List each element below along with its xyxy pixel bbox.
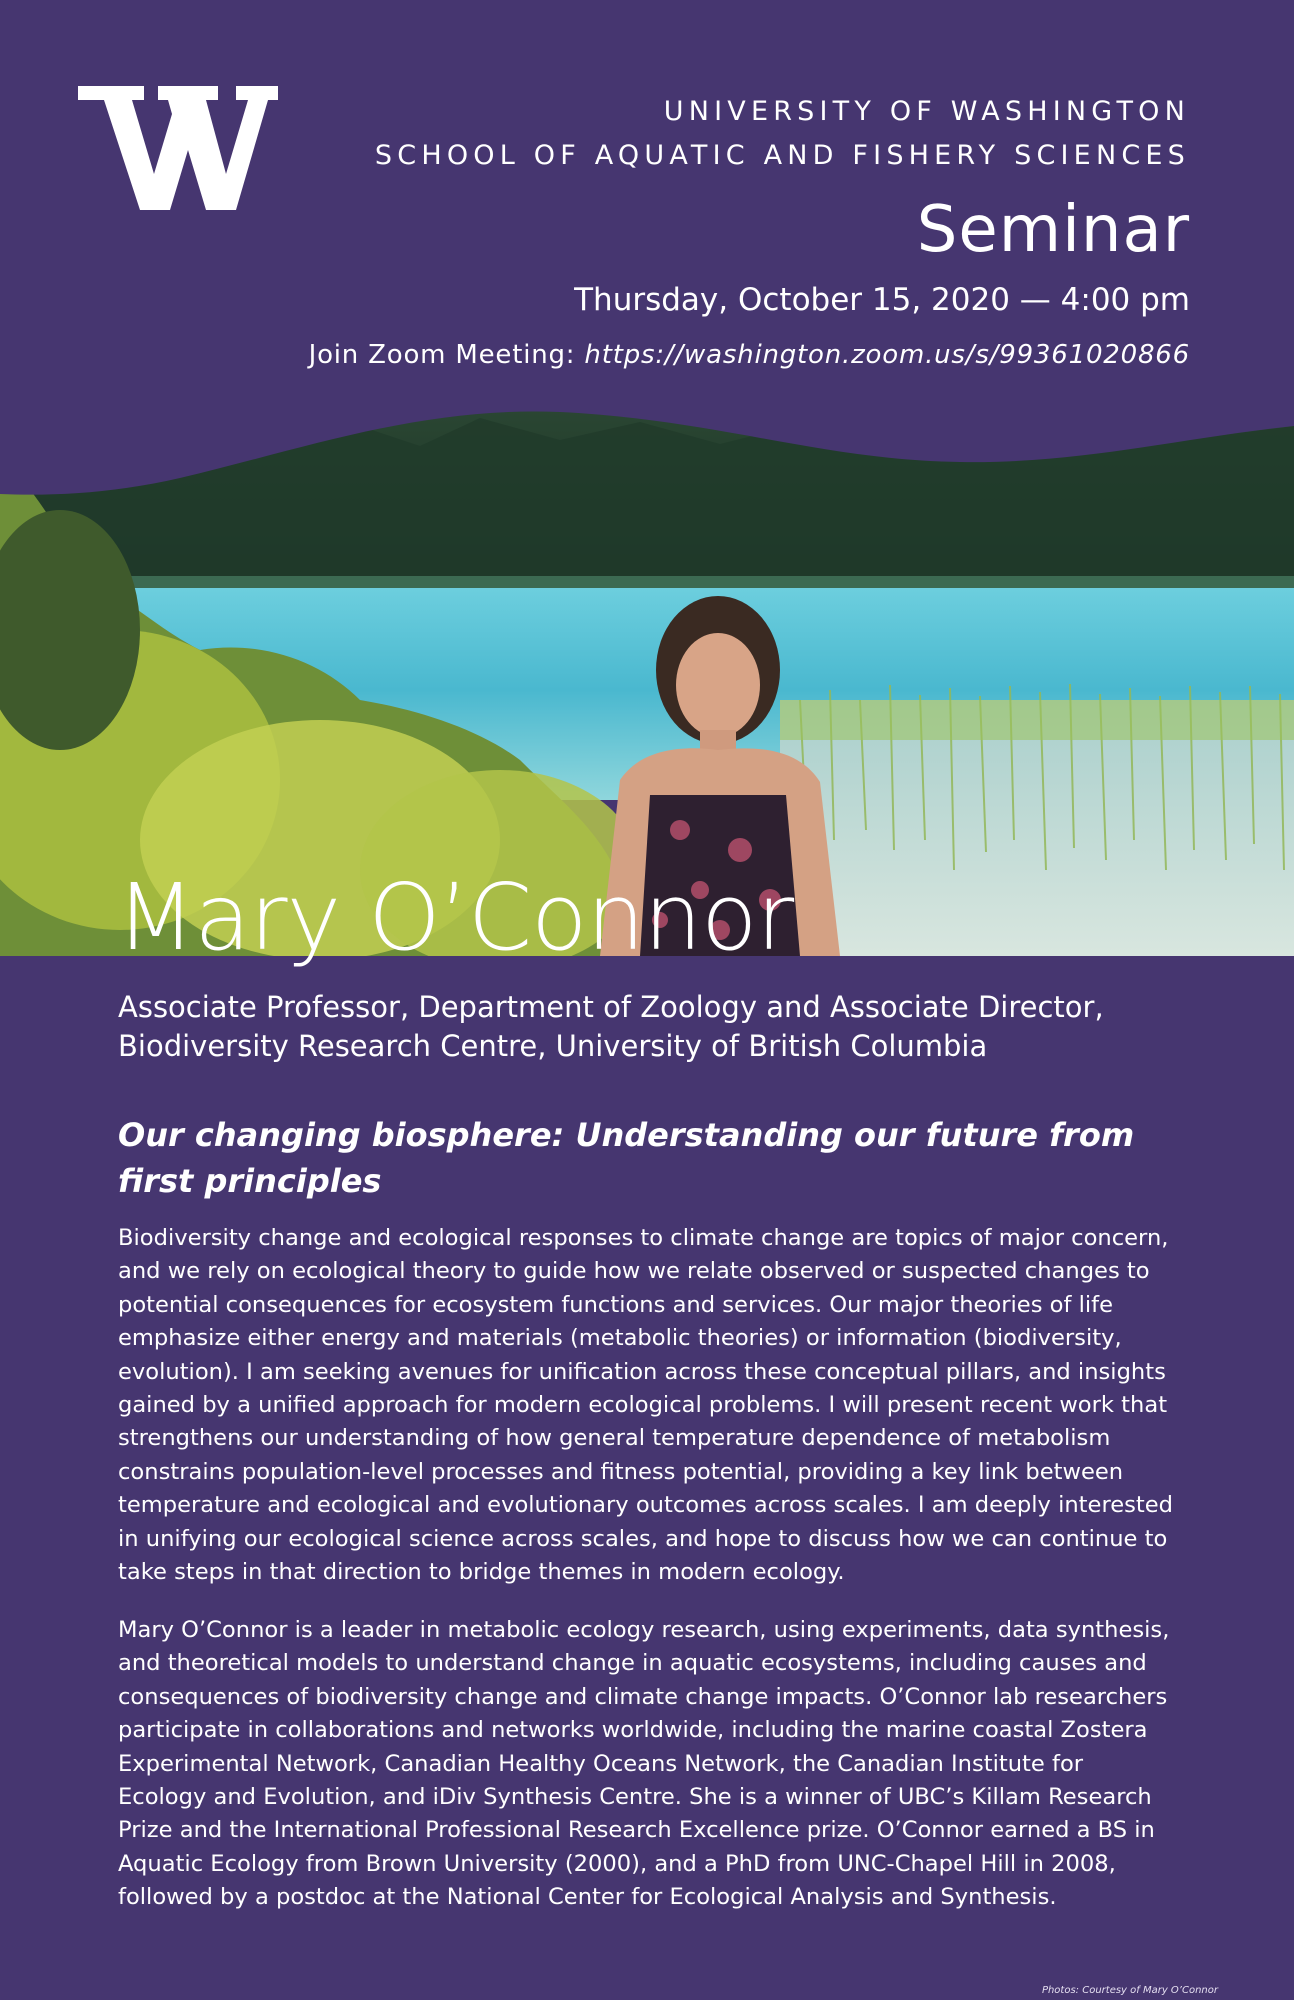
zoom-link[interactable]: https://washington.zoom.us/s/99361020866 (584, 340, 1190, 370)
event-type: Seminar (916, 193, 1190, 267)
header-wave (0, 400, 1294, 520)
zoom-label: Join Zoom Meeting: (308, 340, 585, 370)
speaker-name: Mary O’Connor (116, 864, 794, 971)
talk-title: Our changing biosphere: Understanding our future from first principles (118, 1116, 1135, 1200)
photo-credit: Photos: Courtesy of Mary O’Connor (1041, 1985, 1218, 1996)
speaker-affiliation: Associate Professor, Department of Zoology and Associate Director, Biodiversity Research Centre, University of British Columbia (118, 990, 1104, 1063)
zoom-line (309, 338, 1190, 372)
school-name: SCHOOL OF AQUATIC AND FISHERY SCIENCES (374, 140, 1190, 171)
talk-abstract: Biodiversity change and ecological responses to climate change are topics of major concern, and we rely on ecological theory to guide how we relate observed or suspected changes to potential consequences for ecosystem functions and services. Our major theories of life emphasize either energy and materials (metabolic theories) or information (biodiversity, evolution). I am seeking avenues for unification across these conceptual pillars, and insights gained by a unified approach for modern ecological problems. I will present recent work that strengthens our understanding of how general temperature dependence of metabolism constrains population-level processes and fitness potential, providing a key link between temperature and ecological and evolutionary outcomes across scales. I am deeply interested in unifying our ecological science across scales, and hope to discuss how we can continue to take steps in that direction to bridge themes in modern ecology. (118, 1225, 1174, 1586)
header (309, 90, 1190, 372)
event-datetime: Thursday, October 15, 2020 — 4:00 pm (574, 282, 1190, 318)
uw-w-logo-icon (78, 86, 278, 210)
university-name: UNIVERSITY OF WASHINGTON (663, 96, 1190, 127)
speaker-bio: Mary O’Connor is a leader in metabolic ecology research, using experiments, data synthesis, and theoretical models to understand change in aquatic ecosystems, including causes and consequences of biodiversity change and climate change impacts. O’Connor lab researchers participate in collaborations and networks worldwide, including the marine coastal Zostera Experimental Network, Canadian Healthy Oceans Network, the Canadian Institute for Ecology and Evolution, and iDiv Synthesis Centre. She is a winner of UBC’s Killam Research Prize and the International Professional Research Excellence prize. O’Connor earned a BS in Aquatic Ecology from Brown University (2000), and a PhD from UNC-Chapel Hill in 2008, followed by a postdoc at the National Center for Ecological Analysis and Synthesis. (118, 1617, 1170, 1911)
